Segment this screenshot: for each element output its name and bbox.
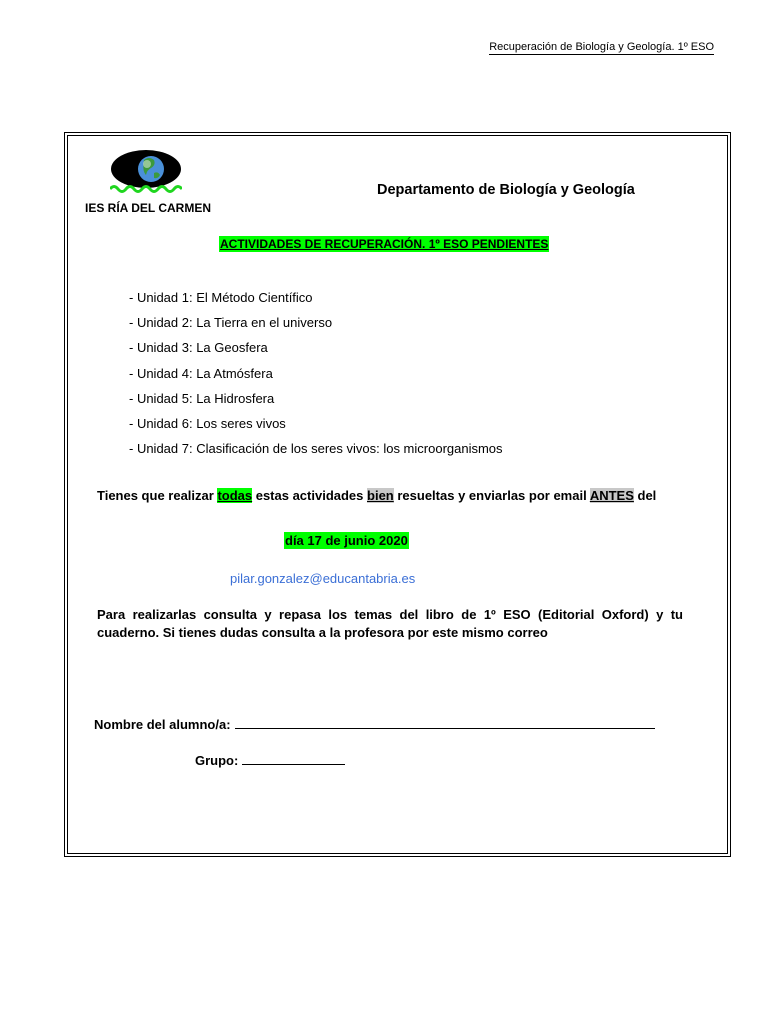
highlight-bien: bien	[367, 488, 394, 503]
unit-item: - Unidad 7: Clasificación de los seres vivos: los microorganismos	[129, 441, 503, 457]
student-name-label: Nombre del alumno/a:	[94, 717, 231, 732]
globe-logo-icon	[110, 149, 182, 195]
units-list	[129, 289, 503, 465]
highlight-antes: ANTES	[589, 488, 634, 503]
school-name: IES RÍA DEL CARMEN	[85, 201, 212, 215]
unit-item: - Unidad 2: La Tierra en el universo	[129, 315, 333, 331]
deadline-date: día 17 de junio 2020	[285, 533, 408, 548]
email-address: pilar.gonzalez@educantabria.es	[230, 571, 416, 586]
document-frame	[67, 135, 728, 854]
group-blank[interactable]	[242, 750, 345, 765]
instruction-part: del	[633, 488, 657, 503]
unit-item: - Unidad 6: Los seres vivos	[129, 415, 286, 431]
instruction-part: resueltas y enviarlas por email	[393, 488, 590, 503]
student-name-blank[interactable]	[235, 714, 655, 729]
unit-item: - Unidad 1: El Método Científico	[129, 290, 313, 305]
group-field	[195, 750, 345, 768]
instruction-part: Tienes que realizar	[97, 488, 218, 503]
instruction-text	[97, 488, 656, 503]
running-header: Recuperación de Biología y Geología. 1º ESO	[489, 41, 714, 53]
department-title: Departamento de Biología y Geología	[377, 182, 635, 198]
student-name-field	[94, 714, 655, 732]
unit-item: - Unidad 4: La Atmósfera	[129, 365, 273, 381]
unit-item: - Unidad 5: La Hidrosfera	[129, 390, 275, 406]
unit-item: - Unidad 3: La Geosfera	[129, 340, 268, 356]
instruction-part: estas actividades	[252, 488, 368, 503]
advice-paragraph: Para realizarlas consulta y repasa los temas del libro de 1º ESO (Editorial Oxford) y tu cuaderno. Si tienes dudas consulta a la profesora por este mismo correo	[97, 607, 683, 640]
activities-title: ACTIVIDADES DE RECUPERACIÓN. 1º ESO PENDIENTES	[220, 237, 549, 251]
group-label: Grupo:	[195, 753, 239, 768]
highlight-todas: todas	[217, 488, 253, 503]
